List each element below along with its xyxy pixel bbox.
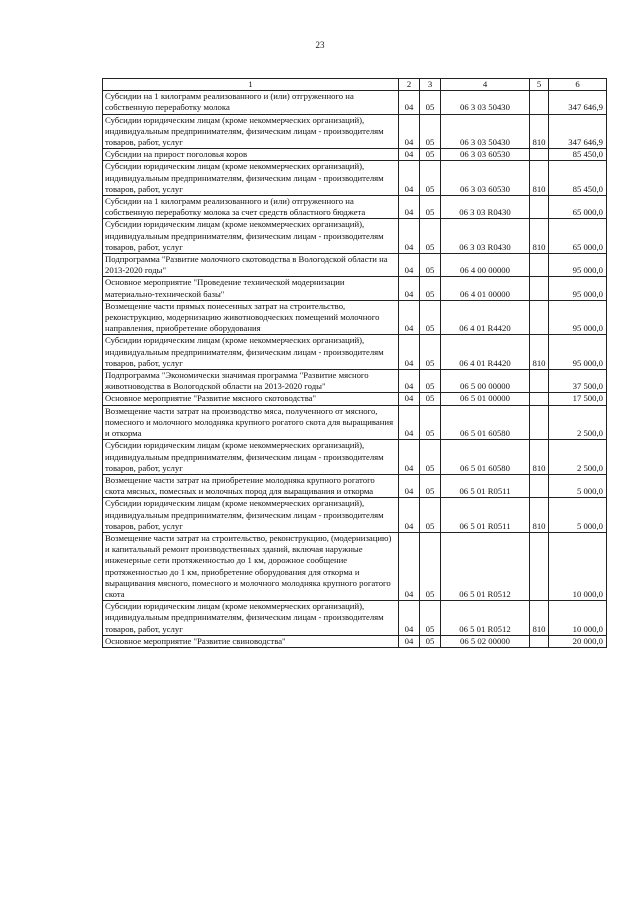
subsection-code-cell: 05: [420, 405, 441, 440]
description-cell: Основное мероприятие "Развитие свиноводства": [103, 635, 399, 647]
description-cell: Возмещение части прямых понесенных затрат на строительство, реконструкцию, модернизацию животноводческих помещений молочного направления, приобретение оборудования: [103, 300, 399, 335]
amount-cell: 17 500,0: [549, 393, 607, 405]
description-cell: Субсидии на прирост поголовья коров: [103, 149, 399, 161]
description-cell: Субсидии юридическим лицам (кроме некоммерческих организаций), индивидуальным предпринимателям, физическим лицам - производителям товаров, работ, услуг: [103, 440, 399, 475]
subsection-code-cell: 05: [420, 393, 441, 405]
expense-type-cell: [530, 635, 549, 647]
expense-type-cell: 810: [530, 440, 549, 475]
table-row: [103, 114, 607, 149]
description-cell: Субсидии юридическим лицам (кроме некоммерческих организаций), индивидуальным предпринимателям, физическим лицам - производителям товаров, работ, услуг: [103, 601, 399, 636]
description-cell: Основное мероприятие "Проведение технической модернизации материально-технической базы": [103, 277, 399, 300]
table-row: [103, 254, 607, 277]
header-cell-6: 6: [549, 79, 607, 91]
target-article-cell: 06 3 03 R0430: [441, 219, 530, 254]
subsection-code-cell: 05: [420, 440, 441, 475]
description-cell: Подпрограмма "Экономически значимая программа "Развитие мясного животноводства в Вологодской области на 2013-2020 годы": [103, 370, 399, 393]
amount-cell: 347 646,9: [549, 91, 607, 114]
target-article-cell: 06 5 01 R0511: [441, 474, 530, 497]
target-article-cell: 06 4 01 R4420: [441, 335, 530, 370]
section-code-cell: 04: [399, 405, 420, 440]
description-cell: Возмещение части затрат на производство мяса, полученного от мясного, помесного и молочного молодняка крупного рогатого скота для выращивания и откорма: [103, 405, 399, 440]
expense-type-cell: [530, 277, 549, 300]
section-code-cell: 04: [399, 114, 420, 149]
target-article-cell: 06 3 03 60530: [441, 149, 530, 161]
subsection-code-cell: 05: [420, 635, 441, 647]
table-row: [103, 219, 607, 254]
expense-type-cell: [530, 196, 549, 219]
expense-type-cell: [530, 474, 549, 497]
section-code-cell: 04: [399, 335, 420, 370]
table-row: [103, 149, 607, 161]
section-code-cell: 04: [399, 498, 420, 533]
target-article-cell: 06 5 01 60580: [441, 440, 530, 475]
table-row: [103, 440, 607, 475]
table-row: [103, 405, 607, 440]
table-row: [103, 300, 607, 335]
description-cell: Субсидии юридическим лицам (кроме некоммерческих организаций), индивидуальным предпринимателям, физическим лицам - производителям товаров, работ, услуг: [103, 114, 399, 149]
expense-type-cell: 810: [530, 335, 549, 370]
description-cell: Субсидии юридическим лицам (кроме некоммерческих организаций), индивидуальным предпринимателям, физическим лицам - производителям товаров, работ, услуг: [103, 161, 399, 196]
header-row: [103, 79, 607, 91]
expense-type-cell: 810: [530, 114, 549, 149]
section-code-cell: 04: [399, 149, 420, 161]
section-code-cell: 04: [399, 370, 420, 393]
budget-table: [102, 78, 607, 648]
table-row: [103, 161, 607, 196]
amount-cell: 65 000,0: [549, 219, 607, 254]
budget-table-body: [103, 79, 607, 648]
amount-cell: 5 000,0: [549, 498, 607, 533]
target-article-cell: 06 5 02 00000: [441, 635, 530, 647]
section-code-cell: 04: [399, 393, 420, 405]
amount-cell: 85 450,0: [549, 161, 607, 196]
description-cell: Возмещение части затрат на приобретение молодняка крупного рогатого скота мясных, помесных и молочных пород для выращивания и откорма: [103, 474, 399, 497]
expense-type-cell: [530, 91, 549, 114]
amount-cell: 85 450,0: [549, 149, 607, 161]
table-row: [103, 635, 607, 647]
target-article-cell: 06 3 03 50430: [441, 114, 530, 149]
amount-cell: 65 000,0: [549, 196, 607, 219]
amount-cell: 95 000,0: [549, 254, 607, 277]
target-article-cell: 06 5 01 00000: [441, 393, 530, 405]
target-article-cell: 06 3 03 50430: [441, 91, 530, 114]
target-article-cell: 06 5 01 R0512: [441, 532, 530, 600]
subsection-code-cell: 05: [420, 219, 441, 254]
target-article-cell: 06 3 03 60530: [441, 161, 530, 196]
description-cell: Субсидии юридическим лицам (кроме некоммерческих организаций), индивидуальным предпринимателям, физическим лицам - производителям товаров, работ, услуг: [103, 498, 399, 533]
target-article-cell: 06 5 00 00000: [441, 370, 530, 393]
subsection-code-cell: 05: [420, 300, 441, 335]
description-cell: Субсидии юридическим лицам (кроме некоммерческих организаций), индивидуальным предпринимателям, физическим лицам - производителям товаров, работ, услуг: [103, 219, 399, 254]
target-article-cell: 06 5 01 R0511: [441, 498, 530, 533]
subsection-code-cell: 05: [420, 601, 441, 636]
table-row: [103, 277, 607, 300]
subsection-code-cell: 05: [420, 161, 441, 196]
expense-type-cell: [530, 149, 549, 161]
section-code-cell: 04: [399, 474, 420, 497]
subsection-code-cell: 05: [420, 474, 441, 497]
header-cell-3: 3: [420, 79, 441, 91]
table-row: [103, 393, 607, 405]
subsection-code-cell: 05: [420, 498, 441, 533]
target-article-cell: 06 4 00 00000: [441, 254, 530, 277]
target-article-cell: 06 3 03 R0430: [441, 196, 530, 219]
amount-cell: 347 646,9: [549, 114, 607, 149]
section-code-cell: 04: [399, 161, 420, 196]
expense-type-cell: [530, 405, 549, 440]
expense-type-cell: [530, 254, 549, 277]
subsection-code-cell: 05: [420, 91, 441, 114]
description-cell: Субсидии на 1 килограмм реализованного и (или) отгруженного на собственную переработку молока: [103, 91, 399, 114]
target-article-cell: 06 5 01 R0512: [441, 601, 530, 636]
subsection-code-cell: 05: [420, 196, 441, 219]
description-cell: Подпрограмма "Развитие молочного скотоводства в Вологодской области на 2013-2020 годы": [103, 254, 399, 277]
description-cell: Основное мероприятие "Развитие мясного скотоводства": [103, 393, 399, 405]
description-cell: Возмещение части затрат на строительство, реконструкцию, (модернизацию) и капитальный ремонт производственных зданий, включая наружные инженерные сети протяженностью до 1 км, дорожное сообщение протяженностью до 1 км, приобретение оборудования для откорма и выращивания мясного, помесного и молочного молодняка крупного рогатого скота: [103, 532, 399, 600]
section-code-cell: 04: [399, 532, 420, 600]
amount-cell: 2 500,0: [549, 405, 607, 440]
section-code-cell: 04: [399, 300, 420, 335]
target-article-cell: 06 4 01 00000: [441, 277, 530, 300]
target-article-cell: 06 4 01 R4420: [441, 300, 530, 335]
subsection-code-cell: 05: [420, 114, 441, 149]
expense-type-cell: [530, 532, 549, 600]
section-code-cell: 04: [399, 254, 420, 277]
header-cell-4: 4: [441, 79, 530, 91]
section-code-cell: 04: [399, 635, 420, 647]
page-number: 23: [315, 40, 325, 50]
amount-cell: 10 000,0: [549, 532, 607, 600]
subsection-code-cell: 05: [420, 532, 441, 600]
section-code-cell: 04: [399, 196, 420, 219]
expense-type-cell: 810: [530, 601, 549, 636]
subsection-code-cell: 05: [420, 277, 441, 300]
target-article-cell: 06 5 01 60580: [441, 405, 530, 440]
table-row: [103, 91, 607, 114]
expense-type-cell: [530, 370, 549, 393]
section-code-cell: 04: [399, 601, 420, 636]
expense-type-cell: 810: [530, 161, 549, 196]
amount-cell: 5 000,0: [549, 474, 607, 497]
header-cell-2: 2: [399, 79, 420, 91]
subsection-code-cell: 05: [420, 149, 441, 161]
table-row: [103, 370, 607, 393]
expense-type-cell: [530, 393, 549, 405]
amount-cell: 37 500,0: [549, 370, 607, 393]
section-code-cell: 04: [399, 277, 420, 300]
table-row: [103, 196, 607, 219]
header-cell-1: 1: [103, 79, 399, 91]
section-code-cell: 04: [399, 440, 420, 475]
amount-cell: 95 000,0: [549, 300, 607, 335]
table-row: [103, 474, 607, 497]
amount-cell: 20 000,0: [549, 635, 607, 647]
amount-cell: 2 500,0: [549, 440, 607, 475]
amount-cell: 10 000,0: [549, 601, 607, 636]
subsection-code-cell: 05: [420, 254, 441, 277]
subsection-code-cell: 05: [420, 335, 441, 370]
section-code-cell: 04: [399, 219, 420, 254]
expense-type-cell: [530, 300, 549, 335]
table-row: [103, 532, 607, 600]
amount-cell: 95 000,0: [549, 277, 607, 300]
amount-cell: 95 000,0: [549, 335, 607, 370]
section-code-cell: 04: [399, 91, 420, 114]
expense-type-cell: 810: [530, 498, 549, 533]
description-cell: Субсидии на 1 килограмм реализованного и (или) отгруженного на собственную переработку молока за счет средств областного бюджета: [103, 196, 399, 219]
table-row: [103, 601, 607, 636]
table-row: [103, 335, 607, 370]
expense-type-cell: 810: [530, 219, 549, 254]
description-cell: Субсидии юридическим лицам (кроме некоммерческих организаций), индивидуальным предпринимателям, физическим лицам - производителям товаров, работ, услуг: [103, 335, 399, 370]
subsection-code-cell: 05: [420, 370, 441, 393]
table-row: [103, 498, 607, 533]
header-cell-5: 5: [530, 79, 549, 91]
